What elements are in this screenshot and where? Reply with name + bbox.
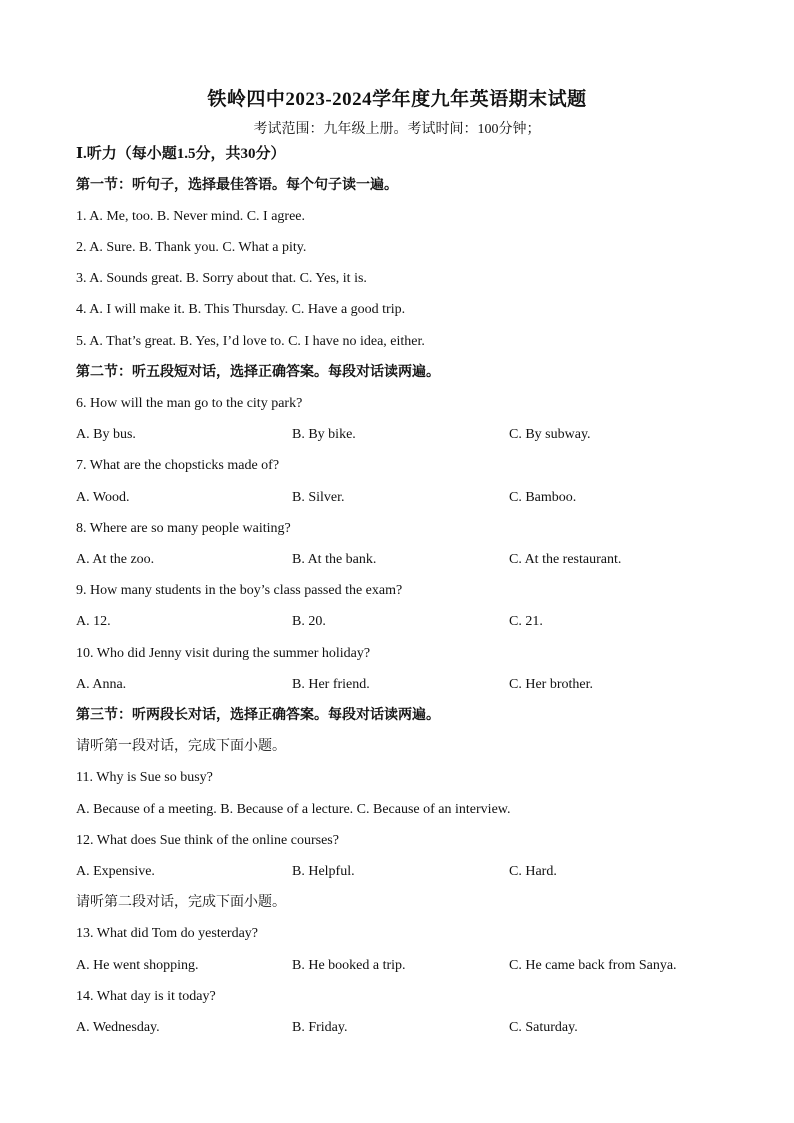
section-heading-1: 第一节：听句子，选择最佳答语。每个句子读一遍。 — [76, 178, 398, 193]
question-2: 2. A. Sure. B. Thank you. C. What a pity. — [76, 240, 307, 255]
question-14: 14. What day is it today? — [76, 989, 216, 1004]
question-11: 11. Why is Sue so busy? — [76, 770, 213, 785]
question-10: 10. Who did Jenny visit during the summer holiday? — [76, 646, 371, 661]
section-heading-2: 第二节：听五段短对话，选择正确答案。每段对话读两遍。 — [76, 365, 440, 380]
option-9a: A. 12. — [76, 614, 111, 629]
option-10a: A. Anna. — [76, 677, 127, 692]
option-12c: C. Hard. — [509, 864, 557, 879]
option-10c: C. Her brother. — [509, 677, 593, 692]
question-4: 4. A. I will make it. B. This Thursday. C. Have a good trip. — [76, 302, 406, 317]
part-heading-listening: Ⅰ.听力（每小题1.5分，共30分） — [76, 146, 286, 162]
question-7: 7. What are the chopsticks made of? — [76, 458, 280, 473]
question-3: 3. A. Sounds great. B. Sorry about that. C. Yes, it is. — [76, 271, 367, 286]
option-14a: A. Wednesday. — [76, 1020, 160, 1035]
option-13b: B. He booked a trip. — [292, 958, 406, 973]
option-7a: A. Wood. — [76, 490, 130, 505]
question-9: 9. How many students in the boy’s class passed the exam? — [76, 583, 403, 598]
dialogue-1-intro: 请听第一段对话，完成下面小题。 — [76, 739, 286, 754]
option-8c: C. At the restaurant. — [509, 552, 622, 567]
question-6: 6. How will the man go to the city park? — [76, 396, 303, 411]
option-7b: B. Silver. — [292, 490, 345, 505]
option-8b: B. At the bank. — [292, 552, 377, 567]
option-6b: B. By bike. — [292, 427, 356, 442]
option-7c: C. Bamboo. — [509, 490, 577, 505]
option-12b: B. Helpful. — [292, 864, 355, 879]
option-9c: C. 21. — [509, 614, 543, 629]
option-13a: A. He went shopping. — [76, 958, 199, 973]
option-14b: B. Friday. — [292, 1020, 348, 1035]
option-6a: A. By bus. — [76, 427, 136, 442]
option-12a: A. Expensive. — [76, 864, 155, 879]
question-12: 12. What does Sue think of the online courses? — [76, 833, 339, 848]
question-1: 1. A. Me, too. B. Never mind. C. I agree. — [76, 209, 306, 224]
dialogue-2-intro: 请听第二段对话，完成下面小题。 — [76, 895, 286, 910]
question-13: 13. What did Tom do yesterday? — [76, 926, 259, 941]
options-11: A. Because of a meeting. B. Because of a lecture. C. Because of an interview. — [76, 802, 511, 817]
page-title: 铁岭四中2023-2024学年度九年英语期末试题 — [207, 89, 587, 110]
option-8a: A. At the zoo. — [76, 552, 155, 567]
section-heading-3: 第三节：听两段长对话，选择正确答案。每段对话读两遍。 — [76, 708, 440, 723]
option-6c: C. By subway. — [509, 427, 591, 442]
question-5: 5. A. That’s great. B. Yes, I’d love to. C. I have no idea, either. — [76, 334, 425, 349]
option-10b: B. Her friend. — [292, 677, 370, 692]
option-14c: C. Saturday. — [509, 1020, 578, 1035]
question-8: 8. Where are so many people waiting? — [76, 521, 291, 536]
option-13c: C. He came back from Sanya. — [509, 958, 677, 973]
exam-info: 考试范围：九年级上册。考试时间：100分钟； — [253, 122, 541, 137]
option-9b: B. 20. — [292, 614, 326, 629]
